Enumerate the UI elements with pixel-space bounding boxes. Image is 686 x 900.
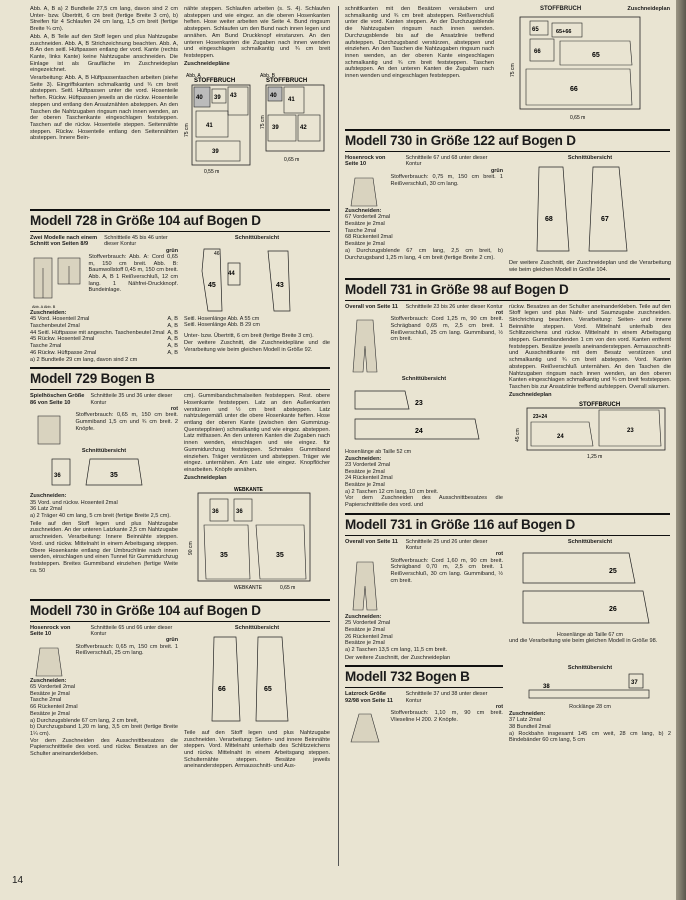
- model-730-104-pattern-overview: [184, 631, 330, 727]
- model-731-116-block: Overall von Seite 11 Schnittteile 25 und 26 unter dieser Kontur rot Stoffverbrauch: Cord 1,60 m, 90 cm breit. Schrägband 0,70 m, 2,5 cm breit. 1 Reißverschluß, 30 cm lang. Gummiband, ½ cm breit. Zuschneiden: 25 Vorderteil 2mal Besätze je 2mal 26 Rückenteil 2mal Besätze je 2mal a) 2 Taschen 13,5 cm lang, 11,5 cm breit. Der weitere Zuschnitt, der Zuschneideplan Schnittübersicht 25 26 Hosenlänge ab Taille 67 cm und die Verarbeitung wie beim gleichen Modell in Größe 98.: [345, 539, 670, 663]
- svg-text:45 cm: 45 cm: [515, 428, 521, 443]
- svg-text:24: 24: [557, 434, 564, 441]
- svg-text:26: 26: [609, 606, 617, 614]
- svg-text:90 cm: 90 cm: [188, 541, 194, 556]
- model-730-122-block: Hosenrock von Seite 10 Schnittteile 67 und 68 unter dieser Kontur grün Stoffverbrauch: 0,75 m, 150 cm breit. 1 Reißverschluß, 30 cm lang. Zuschneiden: 67 Vorderteil 2mal Besätze je 2mal Tasche 2mal 68 Rückenteil 2mal Besätze je 2mal a) Durchzugsblende 67 cm lang, 2,5 cm breit, b) Durchzugsband 1,25 m lang, 4 cm breit (fertige Breite 2 cm). Schnittübersicht 68 67 Der weitere Zuschnitt, der Zuschneideplan und die Verarbeitung wie beim gleichen Modell in Größe 104.: [345, 155, 671, 273]
- svg-text:68: 68: [545, 216, 553, 224]
- model-731-116-pattern-overview: [509, 545, 671, 629]
- column-divider: [338, 6, 339, 866]
- svg-text:Abb. A: Abb. A: [186, 73, 201, 80]
- model-730-cutting-plan: [500, 13, 670, 123]
- svg-text:39: 39: [214, 95, 221, 102]
- model-729-illustration: [30, 412, 69, 448]
- model-730-104-header: Modell 730 in Größe 104 auf Bogen D: [30, 599, 330, 622]
- svg-text:1,25 m: 1,25 m: [587, 454, 603, 461]
- left-column: [30, 6, 330, 880]
- svg-text:65: 65: [264, 686, 272, 694]
- svg-text:65: 65: [532, 26, 539, 33]
- svg-text:WEBKANTE: WEBKANTE: [234, 487, 263, 494]
- model-730-122-header: Modell 730 in Größe 122 auf Bogen D: [345, 129, 670, 152]
- model-732-pattern-overview: [509, 672, 671, 702]
- model-728-block: Zwei Modelle nach einem Schnitt von Seiten 8/9 Schnittteile 45 bis 46 unter dieser Kontur grün Abb. A Abb. B Stoffverbrauch: Abb. A: Cord 0,65 m, 150 cm breit. Abb. B: Baumwollstoff 0,45 m, 150 cm breit. Abb. A, B 1 Reißverschluß, 12 cm lang. 1 Nähfrei-Druckknopf. Bundeinlage. Zuschneiden: 45 Vord. Hosenteil 2mal A, B Taschenbeutel 2mal A, B 44 Seitl. Hüftpasse mit angeschn. Taschenbeutel 2mal A, B 45 Rückw. Hosenteil 2mal A, B Tasche 2mal A, B 46 Rückw. Hüftpasse 2mal A, B a) 2 Bundteile 29 cm lang, davon sind 2 cm Schnittübersicht 45 46 44 43 Seitl. Hosenlänge Abb. A 55 cm Seitl. Hosenlänge Abb. B 29 cm Unter- bzw. Übertritt, 6 cm breit (fertige Breite 3 cm). Der weitere Zuschnitt, die Zuschneidepläne und die Verarbeitung wie beim gleichen Modell in Größe 92.: [30, 235, 330, 363]
- svg-text:45: 45: [208, 282, 216, 290]
- svg-text:38: 38: [543, 683, 550, 690]
- svg-text:STOFFBRUCH: STOFFBRUCH: [266, 78, 308, 85]
- svg-text:0,65 m: 0,65 m: [570, 114, 586, 121]
- svg-text:Abb. A Abb. B: Abb. A Abb. B: [32, 304, 56, 309]
- svg-text:41: 41: [288, 97, 295, 104]
- svg-text:23+24: 23+24: [533, 414, 548, 421]
- model-731-116-header: Modell 731 in Größe 116 auf Bogen D: [345, 513, 670, 536]
- svg-text:66: 66: [570, 85, 578, 93]
- svg-text:66: 66: [534, 48, 541, 55]
- model-729-block: Spielhöschen Größe 86 von Seite 10 Schnittteile 35 und 36 unter dieser Kontur rot Stoffverbrauch: 0,65 m, 150 cm breit. Gummiband 1,5 cm und ¾ cm breit. 2 Knöpfe. Schnittübersicht 36 35 Zuschneiden: 35 Vord. und rückw. Hosenteil 2mal 36 Latz 2mal a) 2 Träger 40 cm lang, 5 cm breit (fertige Breite 2,5 cm). Teile auf den Stoff legen und plus Nahtzugabe zuschneiden. An der unteren Latzkante 2,5 cm Nahtzugabe anschneiden. Verarbeitung: Innere Beinnähte steppen. Vord. und rückw. Mittelnaht in einem Arbeitsgang steppen. Obere Hosenkante entlang der Umbruchlinie nach innen wenden, einschlagen und einen Tunnel für Gummidurchzug feststeppen. Breites Gummiband einziehen (fertige Weite ca. 50 cm). Gummibandschmalseiten feststeppen. Rest. obere Hosenkante feststeppen. Latz an den Außenkanten verstürzen und ½ cm breit absteppen. Latz nahtzulegemäß unter die obere Hosenkante heften. Hose entlang der oberen Kante (zwischen den Gummizug-Querstepplinien) schmalkantig und wie eingez. absteppen. Latz mitfassen. An den unteren Kanten die Zugaben nach innen wenden, einschlagen und wie eingez. für Gummidurchzug feststeppen. Schmales Gummiband einziehen. Träger verstürzen und absteppen. Träger wie eingez. unternähen. Am Latz wie eingez. Knopflöcher einarbeiten. Knöpfe annähen. Zuschneideplan WEBKANTE 36 36 35 35 90 cm WEBKANTE 0,65 m: [30, 393, 330, 592]
- intro-para: nähte steppen. Schlaufen arbeiten (s. S. 4). Schlaufen absteppen und wie eingez. an die oberen Hosenkanten heften. Hose weiter arbeiten wie Seite 4. Bund ringsum absteppen. Schlaufen um den Bund nach innen legen und annähen. Am Bund Druckknopf einstanzen. An den unteren Hosenkanten die Zugaben nach innen wenden und eingeschlagen schmalkantig und ¾ cm breit feststeppen.: [184, 6, 330, 59]
- right-column: [345, 6, 670, 880]
- svg-text:37: 37: [631, 679, 638, 686]
- model-730-122-illustration: [345, 174, 384, 208]
- svg-text:36: 36: [236, 509, 243, 516]
- svg-text:43: 43: [230, 93, 237, 100]
- svg-text:Abb. B: Abb. B: [260, 73, 276, 80]
- svg-text:65: 65: [592, 51, 600, 59]
- svg-text:35: 35: [110, 471, 118, 479]
- model-732-block: Latzrock Größe 92/98 von Seite 11 Schnittteile 37 und 38 unter dieser Kontur rot Stoffverbrauch: 1,10 m, 90 cm breit. Vlieseline H 200. 2 Knöpfe. Schnittübersicht 37 38 Rocklänge 28 cm Zuschneiden: 37 Latz 2mal 38 Bundteil 2mal a) Rockbahn insgesamt 145 cm weit, 28 cm lang, b) 2 Bindebänder 60 cm lang, 5 cm: [345, 665, 671, 744]
- model-728-illustration: [30, 254, 83, 310]
- intro-para: Abb. A, B Teile auf den Stoff legen und plus Nahtzugabe zuschneiden. Abb. A, B Strichzeichnung beachten. Abb. A, B An den seitl. Hüftpassen entlang der vord. Kante (rechts Kante, links Kante) keine Nahtzugabe anschneiden. Die Einlage ist als Graufläche im Zuschneideplan eingezeichnet.: [30, 33, 178, 74]
- svg-text:35: 35: [220, 552, 228, 560]
- svg-text:39: 39: [272, 125, 279, 132]
- cut-row: 44 Seitl. Hüftpasse mit angeschn. Taschenbeutel 2mal A, B: [30, 329, 178, 336]
- model-732-illustration: [345, 710, 384, 744]
- svg-text:46: 46: [214, 251, 220, 258]
- svg-text:0,65 m: 0,65 m: [284, 157, 300, 164]
- page-edge: [676, 0, 686, 900]
- model-731-98-block: Overall von Seite 11 Schnittteile 23 bis 26 unter dieser Kontur rot Stoffverbrauch: Cord 1,25 m, 90 cm breit. Schrägband 0,65 m, 2,5 cm breit. 1 Reißverschluß, 25 cm lang. Gummiband, ½ cm breit. Schnittübersicht 23 24 Hosenlänge ab Taille 52 cm Zuschneiden: 23 Vorderteil 2mal Besätze je 2mal 24 Rückenteil 2mal Besätze je 2mal a) 2 Taschen 12 cm lang, 10 cm breit. Vor dem Zuschneiden des Ausschnittbesatzes die Papierschnittteile des vord. und rückw. Besatzes an der Schulter aneinanderkleben. Teile auf den Stoff legen und plus Naht- und Saumzugabe zuschneiden. Strichrichtung beachten. Verarbeitung: Seiten- und innere Beinnähte steppen. Vord. Mittelnaht unterhalb des Schlitzzeichens und rückw. Mittelnaht in einem Arbeitsgang steppen. Gummibandenden 1 cm von den vord. Kanten entfernt feststeppen. Besätze jeweils aneinandersteppen. Armausschnitt- und Ausschnittkante mit dem Besatz verstürzen und schmalkantig und ¾ cm breit absteppen. Vord. Kanten absteppen. Reißverschluß unternähen. An den Taschen die Nahtzugaben ringsum nach innen wenden, an den oberen Kanten eingeschlagen schmalkantig und ¾ cm breit feststeppen. Taschen bis zur Ansatzlinie treffend aufsteppen. Overall säumen. Zuschneideplan STOFFBRUCH 23+24 24 23 45 cm 1,25 m: [345, 303, 671, 509]
- model-730-122-pattern-overview: [509, 161, 671, 257]
- intro-para: Verarbeitung: Abb. A, B Hüftpassentaschen arbeiten (siehe Seite 3). Eingriffskanten schmalkantig und ¾ cm breit absteppen. Seitl. Hüftpassen unter die vord. Hosenteile heften. Rückw. Hüftpassen jeweils an die rückw. Hosenteile steppen und entlang den Ansatznähten absteppen. An den Taschen die Nahtzugaben ringsum nach innen wenden, an der oberen Taschenkante eingeschlagen feststeppen. Taschen auf die rückw. Hosenteile steppen. Seitennähte steppen. Rückw. Hosenteile entlang den Seitennähten absteppen. Innere Bein-: [30, 75, 178, 142]
- model-729-cutting-plan: [184, 481, 330, 593]
- cut-row: 45 Rückw. Hosenteil 2mal A, B: [30, 336, 178, 343]
- intro-block-left: [30, 6, 330, 206]
- svg-text:36: 36: [54, 472, 61, 479]
- svg-text:39: 39: [212, 149, 219, 156]
- cut-row: 46 Rückw. Hüftpasse 2mal A, B: [30, 349, 178, 356]
- model-731-116-illustration: [345, 558, 384, 614]
- svg-text:43: 43: [276, 282, 284, 290]
- model-728-header: Modell 728 in Größe 104 auf Bogen D: [30, 209, 330, 232]
- svg-text:STOFFBRUCH: STOFFBRUCH: [194, 78, 236, 85]
- model-732-header: Modell 732 Bogen B: [345, 665, 503, 688]
- svg-text:36: 36: [212, 509, 219, 516]
- cutting-plans-ab: [184, 67, 330, 177]
- model-731-98-header: Modell 731 in Größe 98 auf Bogen D: [345, 278, 670, 301]
- svg-text:24: 24: [415, 427, 423, 435]
- svg-text:44: 44: [228, 271, 235, 278]
- model-731-98-illustration: [345, 316, 384, 376]
- svg-text:35: 35: [276, 552, 284, 560]
- model-731-98-cutting-plan: [509, 398, 671, 460]
- svg-text:23: 23: [415, 399, 423, 407]
- model-730-104-illustration: [30, 644, 69, 678]
- model-728-cut-list: [30, 316, 178, 356]
- svg-text:42: 42: [300, 125, 307, 132]
- svg-text:STOFFBRUCH: STOFFBRUCH: [579, 402, 621, 409]
- svg-text:WEBKANTE: WEBKANTE: [234, 585, 263, 592]
- svg-text:41: 41: [206, 123, 213, 130]
- model-729-pattern-overview: [30, 455, 178, 491]
- section-label: Zuschneidepläne: [184, 60, 230, 67]
- svg-text:0,55 m: 0,55 m: [204, 169, 220, 176]
- cut-row: Tasche 2mal A, B: [30, 343, 178, 350]
- model-729-header: Modell 729 Bogen B: [30, 367, 330, 390]
- model-730-104-block: Hosenrock von Seite 10 Schnittteile 65 und 66 unter dieser Kontur grün Stoffverbrauch: 0,65 m, 150 cm breit. 1 Reißverschluß, 25 cm lang. Zuschneiden: 65 Vorderteil 2mal Besätze je 2mal Tasche 2mal 66 Rückenteil 2mal Besätze je 2mal a) Durchzugsblende 67 cm lang, 2 cm breit, b) Durchzugsband 1,20 m lang, 3,5 cm breit (fertige Breite 1¼ cm). Vor dem Zuschneiden des Ausschnittbesatzes die Papierschnittteile des vord. und rückw. Besatzes an der Schulter aneinanderkleben. Schnittübersicht 66 65 Teile auf den Stoff legen und plus Nahtzugabe zuschneiden. Verarbeitung: Seiten- und innere Beinnähte steppen. Vord. Mittelnaht unterhalb des Schlitzzeichens und rückw. Mittelnaht in einem Arbeitsgang steppen. Schulternähte steppen. Besätze jeweils aneinandersteppen. Armausschnitt- und Aus-: [30, 624, 330, 770]
- model-728-pattern-overview: [184, 241, 330, 313]
- svg-text:75 cm: 75 cm: [260, 115, 266, 130]
- svg-text:66: 66: [218, 686, 226, 694]
- svg-text:0,65 m: 0,65 m: [280, 585, 296, 592]
- intro-block-right: schnittkanten mit den Besätzen versäubern und schmalkantig und ¾ cm breit absteppen. Reißverschluß unter die vord. Kanten steppen. An der Durchzugsblende die Nahtzugaben ringsum nach innen wenden. Durchzugsblende bis auf die Ansatzlinie treffend aufsteppen. Durchzugsband verstürzen, absteppen und einziehen. An den Taschen die Nahtzugaben ringsum nach innen wenden, an der oberen Kante eingeschlagen schmalkantig und ¾ cm breit feststeppen. Taschen aufsteppen. An den unteren Kanten die Zugaben nach innen wenden und eingeschlagen feststeppen. STOFFBRUCH Zuschneideplan 65 65+66 66 65 66 75 cm 0,65 m: [345, 6, 670, 121]
- cut-row: 45 Vord. Hosenteil 2mal A, B: [30, 316, 178, 323]
- svg-text:40: 40: [270, 93, 277, 100]
- svg-text:25: 25: [609, 568, 617, 576]
- svg-text:75 cm: 75 cm: [510, 63, 516, 77]
- intro-para: Abb. A, B a) 2 Bundteile 27,5 cm lang, davon sind 2 cm Unter- bzw. Übertritt, 6 cm breit (fertige Breite 3 cm), b) Streifen für 4 Schlaufen 24 cm lang, 1,5 cm breit (fertige Breite ¾ cm).: [30, 6, 178, 33]
- page-number: 14: [12, 875, 24, 886]
- svg-text:40: 40: [196, 95, 203, 102]
- svg-text:23: 23: [627, 428, 634, 435]
- svg-text:75 cm: 75 cm: [184, 123, 190, 138]
- cut-row: Taschenbeutel 2mal A, B: [30, 323, 178, 329]
- svg-text:65+66: 65+66: [556, 28, 572, 35]
- svg-text:67: 67: [601, 216, 609, 224]
- model-731-98-pattern-overview: [345, 383, 503, 447]
